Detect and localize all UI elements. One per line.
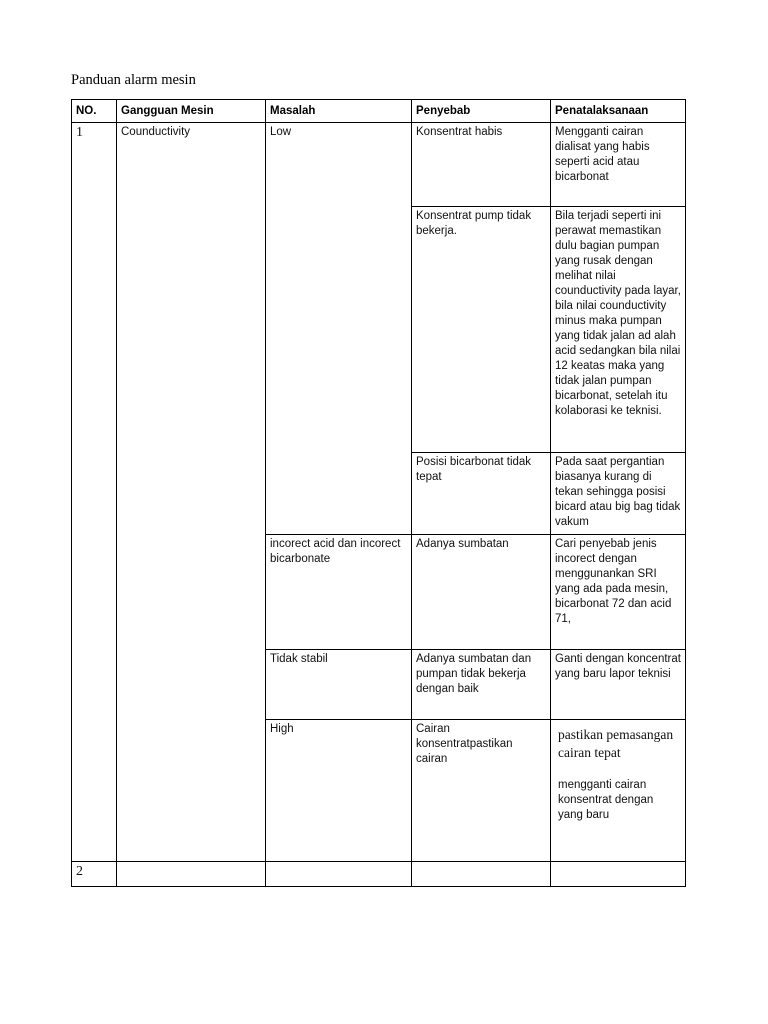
empty-cell (117, 862, 266, 887)
penatalaksanaan-sans-text: mengganti cairan konsentrat dengan yang baru (558, 779, 654, 821)
alarm-guide-table (71, 99, 686, 887)
masalah-cell: Tidak stabil (266, 650, 412, 720)
penyebab-cell: Posisi bicarbonat tidak tepat (412, 453, 551, 535)
header-penyebab: Penyebab (412, 100, 551, 123)
header-row (72, 100, 686, 123)
penatalaksanaan-cell: Cari penyebab jenis incorect dengan menggunankan SRI yang ada pada mesin, bicarbonat 72 dan acid 71, (551, 535, 686, 650)
header-gangguan-mesin: Gangguan Mesin (117, 100, 266, 123)
penatalaksanaan-cell: Pada saat pergantian biasanya kurang di tekan sehingga posisi bicard atau big bag tidak vakum (551, 453, 686, 535)
gangguan-cell: Counductivity (117, 123, 266, 862)
row-number: 1 (72, 123, 117, 862)
penatalaksanaan-cell: Bila terjadi seperti ini perawat memastikan dulu bagian pumpan yang rusak dengan melihat nilai counductivity pada layar, bila nilai counductivity minus maka pumpan yang tidak jalan ad alah acid sedangkan bila nilai 12 keatas maka yang tidak jalan pumpan bicarbonat, setelah itu kolaborasi ke teknisi. (551, 207, 686, 453)
row-number: 2 (72, 862, 117, 887)
penyebab-cell: Adanya sumbatan (412, 535, 551, 650)
penyebab-cell: Konsentrat pump tidak bekerja. (412, 207, 551, 453)
document-title: Panduan alarm mesin (71, 72, 196, 88)
masalah-cell: High (266, 720, 412, 862)
empty-cell (266, 862, 412, 887)
penyebab-cell: Adanya sumbatan dan pumpan tidak bekerja dengan baik (412, 650, 551, 720)
header-penatalaksanaan: Penatalaksanaan (551, 100, 686, 123)
empty-cell (551, 862, 686, 887)
header-no: NO. (72, 100, 117, 123)
header-masalah: Masalah (266, 100, 412, 123)
masalah-cell: incorect acid dan incorect bicarbonate (266, 535, 412, 650)
masalah-cell: Low (266, 123, 412, 535)
table-row (72, 862, 686, 887)
penatalaksanaan-cell (551, 720, 686, 862)
penatalaksanaan-serif-text: pastikan pemasangan cairan tepat (558, 727, 674, 760)
table-row (72, 123, 686, 207)
penyebab-cell: Cairan konsentratpastikan cairan (412, 720, 551, 862)
penyebab-cell: Konsentrat habis (412, 123, 551, 207)
empty-cell (412, 862, 551, 887)
penatalaksanaan-cell: Ganti dengan koncentrat yang baru lapor teknisi (551, 650, 686, 720)
penatalaksanaan-cell: Mengganti cairan dialisat yang habis seperti acid atau bicarbonat (551, 123, 686, 207)
